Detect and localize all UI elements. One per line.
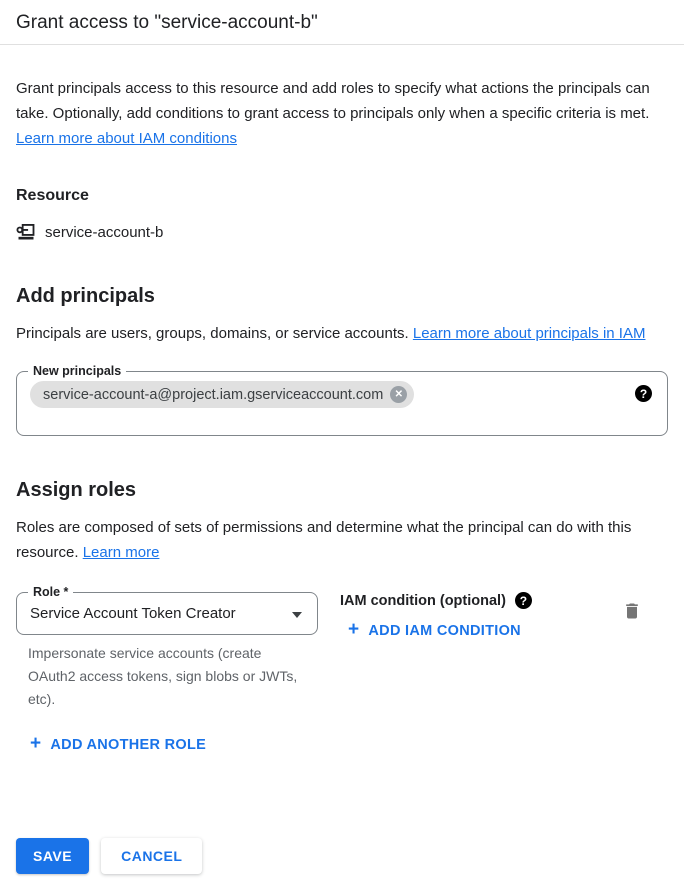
resource-row bbox=[16, 222, 668, 242]
condition-label-row bbox=[340, 592, 532, 609]
add-another-role-button[interactable] bbox=[30, 735, 206, 754]
dialog-title: Grant access to "service-account-b" bbox=[16, 12, 318, 33]
role-row bbox=[16, 585, 668, 711]
new-principals-field[interactable] bbox=[16, 364, 668, 436]
condition-column bbox=[340, 592, 532, 641]
new-principals-label: New principals bbox=[28, 364, 126, 379]
add-principals-heading: Add principals bbox=[16, 285, 155, 307]
save-button[interactable]: SAVE bbox=[16, 838, 89, 874]
resource-name: service-account-b bbox=[45, 223, 164, 241]
dropdown-arrow-icon bbox=[292, 612, 302, 618]
add-iam-condition-label: ADD IAM CONDITION bbox=[368, 622, 521, 639]
role-label: Role * bbox=[28, 585, 73, 600]
plus-icon: + bbox=[30, 733, 42, 754]
role-column bbox=[16, 585, 318, 711]
iam-conditions-link[interactable]: Learn more about IAM conditions bbox=[16, 130, 237, 147]
condition-help-icon[interactable]: ? bbox=[515, 592, 532, 609]
service-account-icon bbox=[16, 222, 36, 242]
role-value: Service Account Token Creator bbox=[30, 605, 236, 622]
roles-description-body: Roles are composed of sets of permissions and determine what the principal can do with this resource. bbox=[16, 519, 632, 561]
delete-role-button[interactable] bbox=[622, 592, 642, 622]
add-another-role-label: ADD ANOTHER ROLE bbox=[50, 736, 207, 753]
intro-text-body: Grant principals access to this resource and add roles to specify what actions the principals can take. Optionally, add conditions to grant access to principals only when a specific criteria is met. bbox=[16, 80, 650, 122]
dialog-header bbox=[0, 0, 684, 45]
principals-description bbox=[16, 321, 668, 346]
cancel-button[interactable]: CANCEL bbox=[101, 838, 202, 874]
roles-description bbox=[16, 515, 668, 565]
roles-learn-more-link[interactable]: Learn more bbox=[82, 544, 160, 561]
assign-roles-heading: Assign roles bbox=[16, 479, 137, 501]
role-select[interactable] bbox=[16, 585, 318, 635]
role-helper-text: Impersonate service accounts (create OAuth2 access tokens, sign blobs or JWTs, etc). bbox=[28, 645, 298, 707]
plus-icon: + bbox=[348, 619, 360, 640]
principals-description-body: Principals are users, groups, domains, or service accounts. bbox=[16, 325, 409, 342]
dialog-footer bbox=[16, 838, 202, 874]
trash-icon bbox=[622, 609, 642, 626]
condition-label: IAM condition (optional) bbox=[340, 592, 506, 609]
intro-text bbox=[16, 76, 668, 151]
resource-heading: Resource bbox=[16, 187, 89, 204]
dialog-content bbox=[0, 76, 684, 755]
add-iam-condition-button[interactable] bbox=[348, 621, 521, 640]
principals-help-icon[interactable]: ? bbox=[635, 385, 652, 402]
chip-remove-icon[interactable]: ✕ bbox=[390, 386, 407, 403]
principal-chip-text: service-account-a@project.iam.gserviceaccount.com bbox=[43, 386, 384, 403]
principals-learn-more-link[interactable]: Learn more about principals in IAM bbox=[412, 325, 646, 342]
principal-chip[interactable] bbox=[30, 381, 414, 408]
